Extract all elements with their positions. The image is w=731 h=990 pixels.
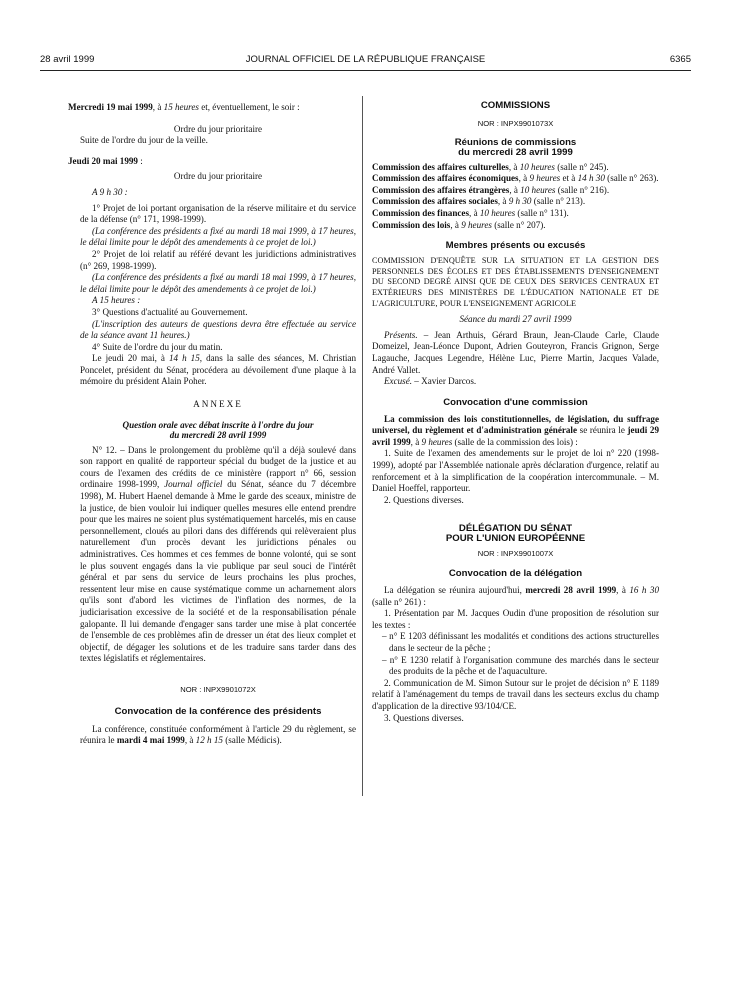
agenda-item-4: 4° Suite de l'ordre du jour du matin. — [92, 341, 223, 352]
agenda-item-2-note: (La conférence des présidents a fixé au mardi 18 mai 1999, à 17 heures, le délai limite pour le dépôt des amendements à ce projet de loi.) — [80, 272, 356, 294]
session-jeudi: Jeudi 20 mai 1999 : — [68, 155, 143, 166]
right-column — [372, 100, 659, 724]
session-mercredi: Mercredi 19 mai 1999, à 15 heures et, éventuellement, le soir : — [68, 102, 300, 112]
agenda-item-2: 2° Projet de loi relatif au référé devant les juridictions administratives (n° 269, 1998-1999). — [80, 248, 356, 271]
agenda-item-3-note: (L'inscription des auteurs de questions devra être effectuée au service de la séance avant 11 heures.) — [80, 318, 356, 341]
convocation-conference-title: Convocation de la conférence des présidents — [114, 705, 322, 717]
excuses-list: Excusé. – Xavier Darcos. — [384, 376, 477, 387]
commission-lois: Commission des lois, à 9 heures (salle n° 207). — [372, 219, 546, 230]
agenda-item-3: 3° Questions d'actualité au Gouvernement. — [92, 306, 248, 317]
left-column — [68, 102, 357, 747]
time-15h: A 15 heures : — [92, 295, 141, 306]
header-journal-title: JOURNAL OFFICIEL DE LA RÉPUBLIQUE FRANÇAISE — [245, 54, 486, 65]
seance-date: Séance du mardi 27 avril 1999 — [459, 314, 572, 325]
header-rule — [40, 70, 691, 71]
nor-reference-2: NOR : INPX9901007X — [477, 549, 554, 559]
question-n12: N° 12. – Dans le prolongement du problème qu'il a déjà soulevé dans son rapport en qualité de rapporteur spécial du budget de la justice et au cours de l'examen des crédits de ce ministère (rapport n° 66, session ordinaire 1998-1999, Journal officiel du Sénat, séance du 7 décembre 1998), M. Hubert Haenel demande à Mme le garde des sceaux, ministre de la justice, de bien vouloir lui indiquer quelles mesures elle entend prendre pour que les maires ne soient plus systématiquement harcelés, mis en cause personnellement, cloués au pilori dans des différends qui relèveraient plus naturellement d'un procès devant les juridictions pénales ou administratives. Ces hommes et ces femmes de bonne volonté, qui se sont le plus souvent engagés dans la vie publique par seul souci de l'intérêt général et par sens du service de leurs prochains les plus proches, ressentent leur mise en cause systématique comme un acharnement alors qu'ils sont d'abord les victimes de l'inflation des normes, de la judiciarisation excessive de la société et de la responsabilisation pénale galopante. Il lui demande d'engager sans tarder une mise à plat concertée de l'ensemble de ces problèmes afin de dresser un état des lieux complet et objectif, de dégager les solutions et de les traduire sans tarder dans des textes législatifs et réglementaires. — [80, 444, 356, 664]
delegation-heading: DÉLÉGATION DU SÉNAT POUR L'UNION EUROPÉENNE — [445, 523, 586, 545]
header-page-number: 6365 — [669, 54, 691, 65]
suite-veille: Suite de l'ordre du jour de la veille. — [80, 135, 208, 146]
agenda-item-1: 1° Projet de loi portant organisation de la réserve militaire et du service de la défense (n° 171, 1998-1999). — [80, 202, 356, 225]
commission-economiques: Commission des affaires économiques, à 9 heures et à 14 h 30 (salle n° 263). — [372, 173, 659, 184]
delegation-sublist — [372, 631, 659, 677]
annexe-heading: ANNEXE — [193, 399, 243, 410]
convocation-commission-item-2: 2. Questions diverses. — [384, 494, 464, 505]
delegation-item-3: 3. Questions diverses. — [384, 712, 464, 723]
delegation-sublist-item: – n° E 1203 définissant les modalités et conditions des actions structurelles dans le secteur de la pêche ; — [382, 631, 659, 653]
delegation-sublist-item: – n° E 1230 relatif à l'organisation commune des marchés dans le secteur des produits de la pêche et de l'aquaculture. — [382, 654, 659, 677]
nor-reference-1: NOR : INPX9901073X — [477, 119, 554, 128]
convocation-delegation-heading: Convocation de la délégation — [448, 568, 583, 580]
agenda-item-1-note: (La conférence des présidents a fixé au mardi 18 mai 1999, à 17 heures, le délai limite pour le dépôt des amendements à ce projet de loi.) — [80, 225, 356, 248]
convocation-commission-text: La commission des lois constitutionnelles, de législation, du suffrage universel, du règlement et d'administration générale se réunira le jeudi 29 avril 1999, à 9 heures (salle de la commission des lois) : — [372, 413, 659, 447]
plaque-announcement: Le jeudi 20 mai, à 14 h 15, dans la salle des séances, M. Christian Poncelet, président du Sénat, procédera au dévoilement d'une plaque à la mémoire du président Alain Poher. — [80, 353, 357, 387]
convocation-delegation-text: La délégation se réunira aujourd'hui, mercredi 28 avril 1999, à 16 h 30 (salle n° 261) : — [372, 585, 660, 607]
question-title: Question orale avec débat inscrite à l'ordre du jour du mercredi 28 avril 1999 — [122, 419, 314, 441]
commission-finances: Commission des finances, à 10 heures (salle n° 131). — [372, 207, 569, 218]
header-date: 28 avril 1999 — [40, 54, 95, 65]
convocation-commission-heading: Convocation d'une commission — [443, 396, 588, 408]
delegation-item-1: 1. Présentation par M. Jacques Oudin d'une proposition de résolution sur les textes : — [372, 608, 659, 630]
page-header — [40, 54, 691, 68]
time-930: A 9 h 30 : — [92, 186, 128, 197]
commission-culturelles: Commission des affaires culturelles, à 10 heures (salle n° 245). — [372, 161, 609, 172]
commissions-heading: COMMISSIONS — [480, 100, 551, 111]
membres-heading: Membres présents ou excusés — [445, 240, 586, 252]
nor-reference-left: NOR : INPX9901072X — [180, 684, 256, 694]
commission-etrangeres: Commission des affaires étrangères, à 10 heures (salle n° 216). — [372, 184, 610, 195]
column-divider — [362, 96, 363, 796]
ordre-prioritaire-1: Ordre du jour prioritaire — [173, 123, 263, 134]
convocation-commission-item-1: 1. Suite de l'examen des amendements sur le projet de loi n° 220 (1998-1999), adopté par l'Assemblée nationale après déclaration d'urgence, relatif au renforcement et à la simplification de la coopération intercommunale. – M. Daniel Hoeffel, rapporteur. — [372, 448, 659, 494]
commission-sociales: Commission des affaires sociales, à 9 h 30 (salle n° 213). — [372, 196, 586, 207]
reunions-title: Réunions de commissions du mercredi 28 avril 1999 — [454, 136, 577, 158]
convocation-conference-text: La conférence, constituée conformément à l'article 29 du règlement, se réunira le mardi 4 mai 1999, à 12 h 15 (salle Médicis). — [80, 723, 356, 746]
ordre-prioritaire-2: Ordre du jour prioritaire — [173, 171, 263, 182]
presents-list: Présents. – Jean Arthuis, Gérard Braun, Jean-Claude Carle, Claude Domeizel, Jean-Léonce Dupont, Adrien Gouteyron, Francis Grignon, Serge Lagauche, Jacques Legendre, Hélène Luc, Pierre Martin, Jacques Valade, André Vallet. — [372, 329, 659, 375]
delegation-item-2: 2. Communication de M. Simon Sutour sur le projet de décision n° E 1189 relatif à l'aménagement du temps de travail dans les secteurs exclus du champ d'application de la directive 93/104/CE. — [372, 677, 659, 711]
commission-enquete-title: COMMISSION D'ENQUÊTE SUR LA SITUATION ET LA GESTION DES PERSONNELS DES ÉCOLES ET DES ÉTABLISSEMENTS D'ENSEIGNEMENT DU SECOND DEGRÉ AINSI QUE DE CEUX DES SERVICES CENTRAUX ET EXTÉRIEURS DES MINISTÈRES DE L'ÉDUCATION NATIONALE ET DE L'AGRICULTURE, POUR L'ENSEIGNEMENT AGRICOLE — [372, 256, 659, 308]
